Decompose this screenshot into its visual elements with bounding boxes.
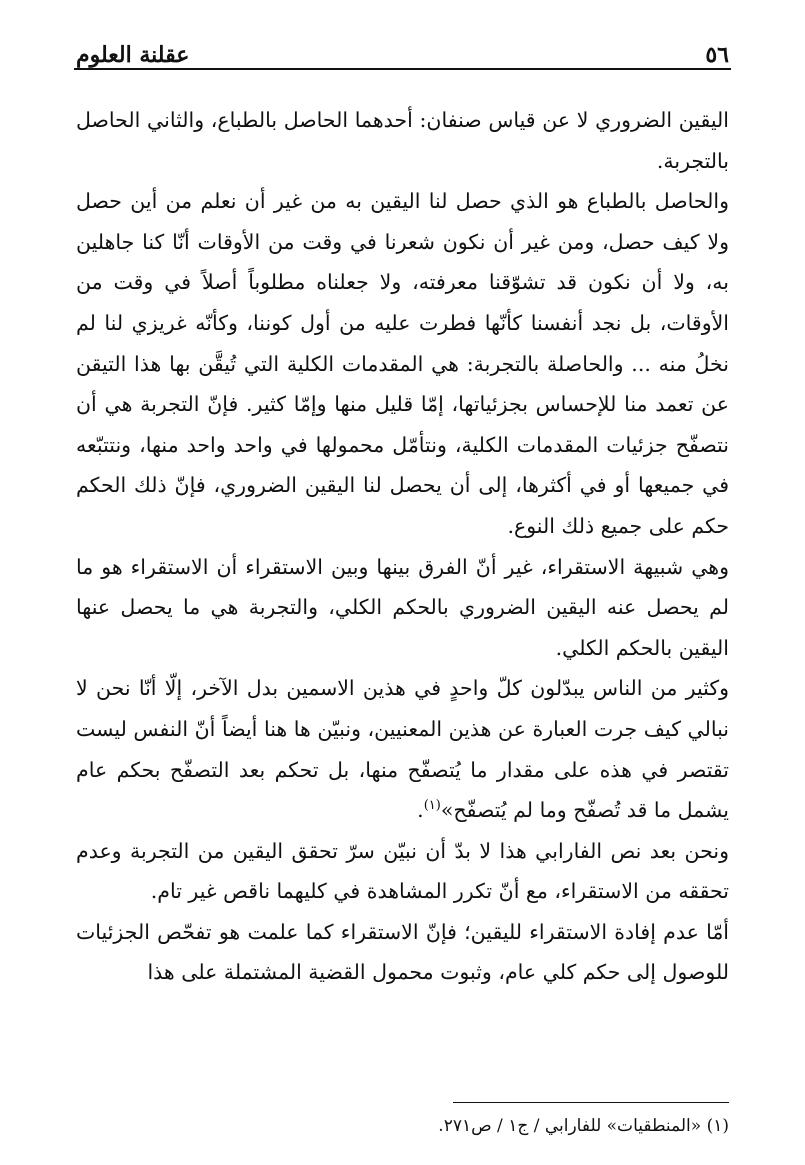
footnote-marker: (١)	[423, 798, 441, 814]
paragraph-2: والحاصل بالطباع هو الذي حصل لنا اليقين به من غير أن نعلم من أين حصل ولا كيف حصل، ومن غير أن نكون شعرنا في وقت من الأوقات أنّا كنا جاهلين به، ولا أن نكون قد تشوّقنا معرفته، ولا جعلناه مطلوباً أصلاً في وقت من الأوقات، بل نجد أنفسنا كأنّها فطرت عليه من أول كوننا، وكأنّه غريزي لنا لم نخلُ منه ... والحاصلة بالتجربة: هي المقدمات الكلية التي تُيقَّن بها هذا التيقن عن تعمد منا للإحساس بجزئياتها، إمّا قليل منها وإمّا كثير. فإنّ التجربة هي أن نتصفّح جزئيات المقدمات الكلية، ونتأمّل محمولها في واحد واحد منها، ونتتبّعه في جميعها أو في أكثرها، إلى أن يحصل لنا اليقين الضروري، فإنّ ذلك الحكم حكم على جميع ذلك النوع.	[76, 189, 729, 538]
page-number: ٥٦	[705, 42, 729, 68]
paragraph-6: أمّا عدم إفادة الاستقراء لليقين؛ فإنّ الاستقراء كما علمت هو تفحّص الجزئيات للوصول إلى حكم كلي عام، وثبوت محمول القضية المشتملة على هذا	[76, 919, 729, 985]
page-header	[76, 28, 729, 68]
footnote-rule	[453, 1102, 729, 1103]
footnote: (١) «المنطقيات» للفارابي / ج١ / ص٢٧١.	[438, 1116, 729, 1136]
paragraph-3: وهي شبيهة الاستقراء، غير أنّ الفرق بينها وبين الاستقراء أن الاستقراء هو ما لم يحصل عنه اليقين الضروري بالحكم الكلي، والتجربة هي ما يحصل عنها اليقين بالحكم الكلي.	[76, 554, 729, 660]
body-text	[76, 100, 729, 993]
paragraph-5: ونحن بعد نص الفارابي هذا لا بدّ أن نبيّن سرّ تحقق اليقين من التجربة وعدم تحققه من الاستقراء، مع أنّ تكرر المشاهدة في كليهما ناقص غير تام.	[76, 838, 729, 904]
running-title: عقلنة العلوم	[76, 42, 190, 68]
header-rule	[74, 68, 731, 70]
paragraph-1: اليقين الضروري لا عن قياس صنفان: أحدهما الحاصل بالطباع، والثاني الحاصل بالتجربة.	[76, 108, 729, 173]
paragraph-4-text: وكثير من الناس يبدّلون كلّ واحدٍ في هذين الاسمين بدل الآخر، إلّا أنّا نحن لا نبالي كيف جرت العبارة عن هذين المعنيين، ونبيّن ها هنا أيضاً أنّ النفس ليست تقتصر في هذه على مقدار ما يُتصفّح منها، بل تحكم بعد التصفّح بحكم عام يشمل ما قد تُصفّح وما لم يُتصفّح»	[76, 676, 729, 823]
paragraph-4: وكثير من الناس يبدّلون كلّ واحدٍ في هذين الاسمين بدل الآخر، إلّا أنّا نحن لا نبالي كيف جرت العبارة عن هذين المعنيين، ونبيّن ها هنا أيضاً أنّ النفس ليست تقتصر في هذه على مقدار ما يُتصفّح منها، بل تحكم بعد التصفّح بحكم عام يشمل ما قد تُصفّح وما لم يُتصفّح»$^{(١)}$.	[76, 676, 729, 823]
